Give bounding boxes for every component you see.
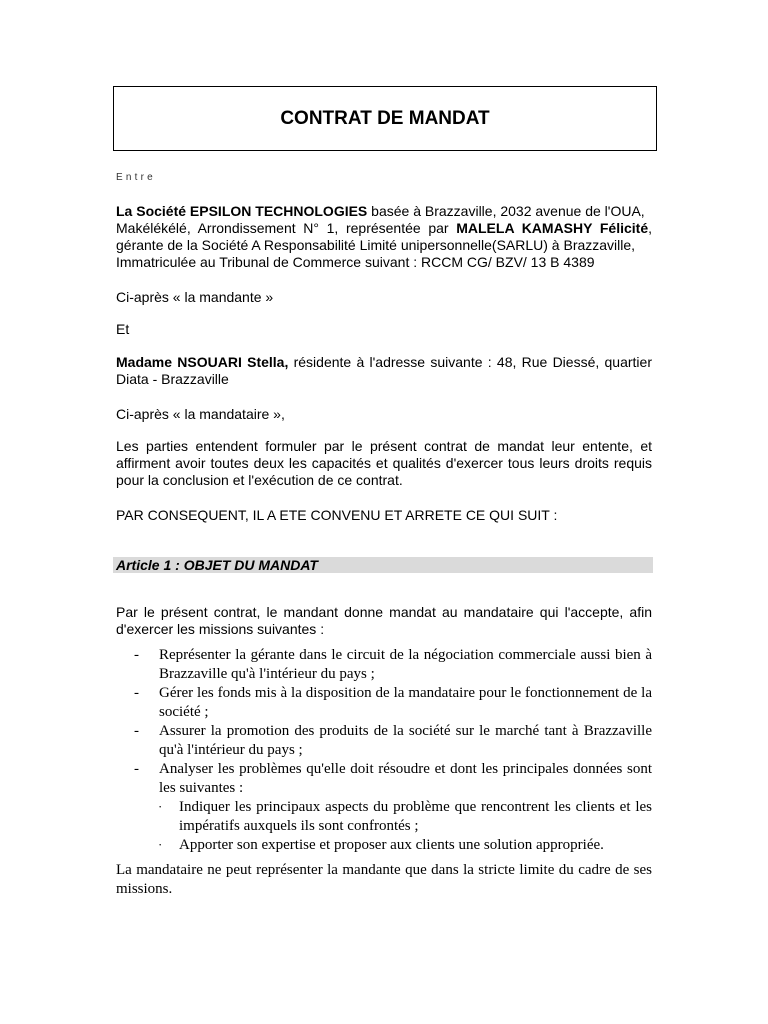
dot-bullet: · bbox=[158, 799, 163, 814]
mission-item bbox=[116, 760, 652, 798]
mission-item bbox=[116, 684, 652, 722]
article1-intro-line2: d'exercer les missions suivantes : bbox=[116, 621, 325, 637]
mission-text: Analyser les problèmes qu'elle doit résoudre et dont les principales données sont les suivantes : bbox=[159, 761, 652, 796]
dot-bullet: · bbox=[158, 837, 163, 852]
party1-line4: Immatriculée au Tribunal de Commerce suivant : RCCM CG/ BZV/ 13 B 4389 bbox=[116, 254, 595, 270]
intent-line3: pour la conclusion et l'exécution de ce contrat. bbox=[116, 472, 403, 488]
mission-item bbox=[116, 646, 652, 684]
party2-name: Madame NSOUARI Stella, bbox=[116, 354, 289, 370]
party1-line1 bbox=[116, 203, 652, 220]
party1-prefix: La Société bbox=[116, 203, 190, 219]
party1-line2 bbox=[116, 220, 652, 237]
party2-line2: Diata - Brazzaville bbox=[116, 371, 229, 387]
consequence-statement: PAR CONSEQUENT, IL A ETE CONVENU ET ARRETE CE QUI SUIT : bbox=[116, 507, 558, 523]
sub-item bbox=[116, 798, 652, 836]
entre-label: Entre bbox=[116, 172, 156, 183]
party2-line1 bbox=[116, 354, 652, 371]
party1-line2-text: Makélékélé, Arrondissement N° 1, représentée par bbox=[116, 220, 449, 236]
mission-item bbox=[116, 722, 652, 760]
intent-paragraph bbox=[116, 438, 652, 489]
missions-list bbox=[116, 646, 652, 899]
article1-heading: Article 1 : OBJET DU MANDAT bbox=[116, 557, 318, 573]
intent-line1: Les parties entendent formuler par le présent contrat de mandat leur entente, et bbox=[116, 438, 652, 454]
mission-text: Gérer les fonds mis à la disposition de la mandataire pour le fonctionnement de la société ; bbox=[159, 685, 652, 720]
dash-bullet: - bbox=[134, 647, 139, 663]
dash-bullet: - bbox=[134, 723, 139, 739]
party1-line3: gérante de la Société A Responsabilité Limité unipersonnelle(SARLU) à Brazzaville, bbox=[116, 237, 636, 253]
party1-company: EPSILON TECHNOLOGIES bbox=[189, 203, 368, 219]
mission-text: Assurer la promotion des produits de la société sur le marché tant à Brazzaville qu'à l'intérieur du pays ; bbox=[159, 723, 652, 758]
article1-intro bbox=[116, 604, 652, 638]
party1-address: basée à Brazzaville, 2032 avenue de l'OUA, bbox=[367, 203, 645, 219]
sub-item-text: Apporter son expertise et proposer aux clients une solution appropriée. bbox=[179, 837, 604, 853]
party1-comma: , bbox=[648, 220, 652, 236]
article1-intro-line1: Par le présent contrat, le mandant donne mandat au mandataire qui l'accepte, afin bbox=[116, 604, 652, 620]
mandante-label: Ci-après « la mandante » bbox=[116, 289, 274, 305]
sub-item bbox=[116, 836, 652, 855]
party2-address: résidente à l'adresse suivante : 48, Rue Diessé, quartier bbox=[288, 354, 652, 370]
mission-text: Représenter la gérante dans le circuit de la négociation commerciale aussi bien à Brazzaville qu'à l'intérieur du pays ; bbox=[159, 647, 652, 682]
dash-bullet: - bbox=[134, 761, 139, 777]
party1-block bbox=[116, 203, 652, 271]
closing-paragraph: La mandataire ne peut représenter la mandante que dans la stricte limite du cadre de ses missions. bbox=[116, 862, 652, 897]
dash-bullet: - bbox=[134, 685, 139, 701]
document-title: CONTRAT DE MANDAT bbox=[280, 107, 490, 129]
intent-line2: affirment avoir toutes deux les capacités et qualités d'exercer tous leurs droits requis bbox=[116, 455, 652, 471]
party2-block bbox=[116, 354, 652, 388]
party1-representative: MALELA KAMASHY Félicité bbox=[456, 220, 649, 236]
mandataire-label: Ci-après « la mandataire », bbox=[116, 406, 285, 422]
et-label: Et bbox=[116, 321, 130, 337]
document-title-box bbox=[113, 86, 657, 151]
sub-item-text: Indiquer les principaux aspects du problème que rencontrent les clients et les impératifs auxquels ils sont confrontés ; bbox=[179, 799, 652, 834]
